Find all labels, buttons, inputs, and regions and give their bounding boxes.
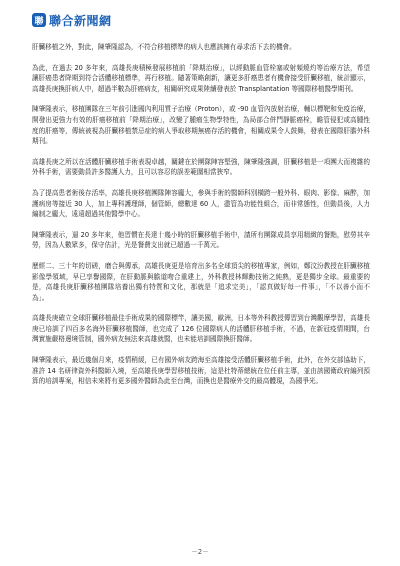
paragraph: 陳肇隆表示，最近幾個月來，疫情稍緩，已有國外病友跨海至高雄接受活體肝臟移植手術，此外，在外交部協助下，准許 14 名研律資外科醫師入境，至高雄長庚學習移植技術，這是杜特蒂總統在位任前主導，並由該國衛政府編列預算的培訓專案，相信未來將有更多國外醫師為此至台灣，而換也是醫療外交的最高體現，為國爭光。 [32,356,370,386]
paragraph: 為了提高患者術後存活率，高雄長庚移植團隊陣容龐大，參與手術的醫師科別橫跨一般外科、眼肉、影像、麻醉，加護病房等接近 30 人，加上專科護理師，個管師，總數達 60 人，盡管為功能性組合，而非常態性，但動員後，人力編制之龐大，遠遠超過其他醫學中心。 [32,188,370,219]
paragraph: 高雄長庚之所以在活體肝臟移植手術表現卓越，關鍵在於團隊陣容堅強，陳肇隆強調，肝臟移植是一項團大而複雜的外科手術，需要動員許多醫護人力，且可以容忍的誤差範圍相當狹窄。 [32,157,370,177]
paragraph: 陳肇隆表示，移植團隊在三年前引進國內利用質子治療（Proton），或 -90 血管內放射治療，輔以標靶和免疫治療，開發出更強力有效的肝癌移植前「降期治療」，改變了腫瘤生物學特性，為局部合併門靜脈癌栓，瞻管侵犯或高腫性度的肝癌等，傳統被視為肝臟移植禁忌症的病人爭取移期無癌存活的機會，相關成果令人鼓舞，發表在國際肝膽外科期刊。 [32,105,370,146]
paragraph: 陳肇隆表示，逼 20 多年來，他習慣在長達十幾小時的肝臟移植手術中，請所有團隊成員享用精緻的餐點，慰勞其辛勞，因為人數眾多，保守估計，光是餐費支出就已超過一千萬元。 [32,230,370,250]
paragraph: 為此，在過去 20 多年來，高雄長庚積極發展移植前「降期治療」，以經動脈血管栓塞或射頻燒灼等治療方法，希望讓肝癌患者降期到符合活體移植標準，再行移植。隨著策略創新，讓更多肝癌患者有機會接受肝臟移植，統計顯示，高雄長庚換肝病人中，超過半數為肝癌病友，相關研究成果陸續發表於 Transplantation 等國際移植醫學期刊。 [32,63,370,93]
paragraph: 高雄長庚確立全球肝臟移植最佳手術成果的國際標竿，讓美國，歐洲，日本等外科教授傳習到台灣觀摩學習，高雄長庚已培訓了四百多名海外肝臟移植醫師，也完成了 126 位國際病人的活體肝移植手術，不過，在新冠疫情期間，台灣實施嚴格邊境管制，國外病友無法來高雄就醫，也未能培訓國際換肝醫師。 [32,314,370,344]
paragraph: 肝臟移植之外，對此，陳肇隆認為，不符合移植標準的病人也應該擁有尋求活下去的機會。 [32,43,296,51]
paragraph: 歷經二、三十年的切磋，磨合與傳承，高雄長庚更是培育出多名全球頂尖的移植專家，例如，鄭汶汾教授在肝臟移植影像學領域，早已享譽國際，在肝動脈與膽道吻合重建上，外科教授林輝勳技術之純熟，更是獨步全球。最重要的是，高雄長庚肝臟移植團隊培養出獨有特質和文化，那就是「追求完美」，「認真做好每一件事」，「不以善小而不為」。 [32,261,370,302]
page-number: －2－ [191,548,209,556]
logo-icon: 聯 [32,13,46,27]
site-header [32,12,112,28]
site-logo-text[interactable]: 聯合新聞網 [49,13,112,28]
article-body [32,42,370,397]
